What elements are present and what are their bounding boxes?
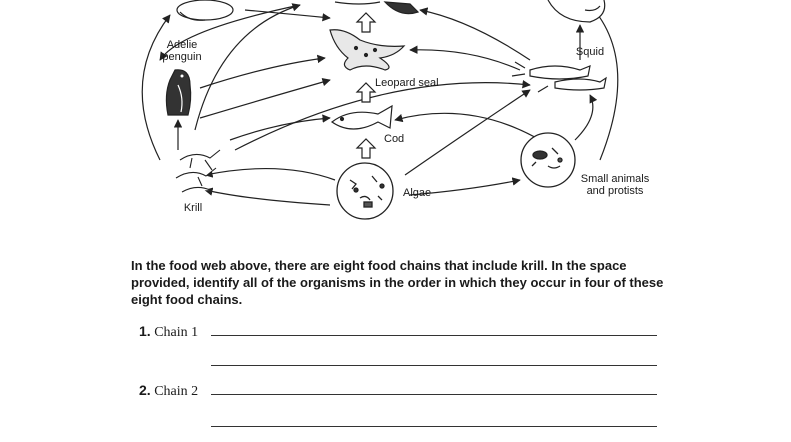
small-animals-circle <box>521 133 575 187</box>
question-prompt: In the food web above, there are eight food chains that include krill. In the space provided, identify all of the organisms in the order in which they occur in four of these eight food chains. <box>131 258 664 307</box>
block-arrows <box>357 13 375 158</box>
chain-1-answer-line-2[interactable] <box>211 365 657 366</box>
label-small-animals: Small animals and protists <box>580 173 650 197</box>
chain-1-label: 1. Chain 1 <box>139 323 199 340</box>
label-leopard-seal: Leopard seal <box>375 77 439 89</box>
whale-illustration <box>335 2 418 14</box>
fish-top-right-illustration <box>548 0 605 22</box>
label-adelie-penguin: Adelie penguin <box>162 39 202 63</box>
cod-illustration <box>332 106 392 129</box>
chain-2-answer-line-1[interactable] <box>211 394 657 395</box>
chain-2-label: 2. Chain 2 <box>139 382 199 399</box>
label-squid: Squid <box>575 46 605 58</box>
chain-2-row <box>131 382 671 442</box>
penguin-top-illustration <box>177 0 233 20</box>
penguin-illustration <box>166 70 190 115</box>
squid-illustration <box>512 62 606 92</box>
chain-2-answer-line-2[interactable] <box>211 426 657 427</box>
chain-1-row <box>131 323 671 383</box>
label-cod: Cod <box>384 133 405 145</box>
chain-1-answer-line-1[interactable] <box>211 335 657 336</box>
krill-illustration <box>176 150 220 192</box>
algae-circle <box>337 163 393 219</box>
label-algae: Algae <box>403 187 432 199</box>
leopard-seal-illustration <box>330 30 404 70</box>
label-krill: Krill <box>183 202 203 214</box>
